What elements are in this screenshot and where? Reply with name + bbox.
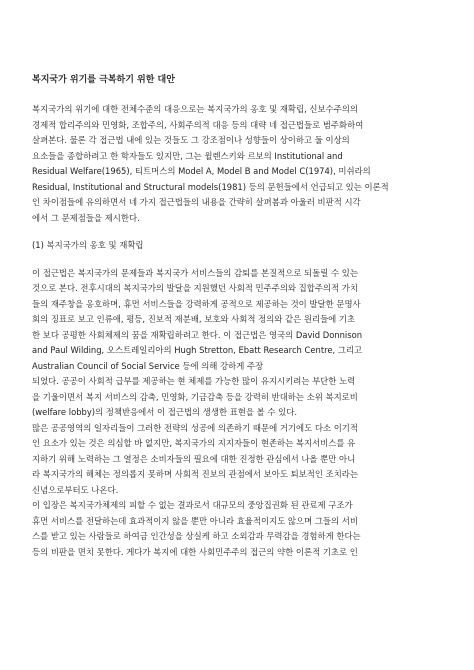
text-line: 한 보다 공평한 사회체제의 꿈을 재확립하려고 한다. 이 접근법은 영국의 David Donnison xyxy=(32,329,363,340)
spacer xyxy=(32,254,440,266)
text-line: 인 요소가 있는 것은 의심할 바 없지만, 복지국가의 지지자들이 현존하는 복지서비스를 유 xyxy=(32,438,356,448)
text-line: 살펴본다. 물론 각 접근법 내에 있는 것들도 그 강조점이나 성향들이 상이하고 둘 이상의 xyxy=(32,135,350,145)
text-line: (welfare lobby)의 정책반응에서 이 접근법의 생생한 표현을 볼 수 있다. xyxy=(32,407,298,417)
text-line: 것으로 본다. 전후시대의 복지국가의 발달을 지원했던 사회적 민주주의와 집합주의적 가치 xyxy=(32,283,358,293)
text-line: 을 기울이면서 복지 서비스의 감축, 민영화, 기금감축 등을 강력히 반대하는 소위 복지로비 xyxy=(32,391,358,402)
text-line: 많은 공공영역의 일자리들이 그러한 전략의 성공에 의존하기 때문에 거기에도 다소 이기적 xyxy=(32,422,358,433)
text-line: 휴먼 서비스를 전달하는데 효과적이지 않을 뿐만 아니라 효율적이지도 않으며 그들의 서비 xyxy=(32,515,358,526)
text-line: Residual Welfare(1965), 티트머스의 Model A, Model B and Model C(1974), 미쉬라의 xyxy=(32,166,371,176)
text-line: 신념으로부터도 나온다. xyxy=(32,484,119,495)
document-title: 복지국가 위기를 극복하기 위한 대안 xyxy=(32,75,175,85)
text-line: Residual, Institutional and Structural models(1981) 등의 문헌들에서 언급되고 있는 이론적 xyxy=(32,181,389,192)
text-line: 복지국가의 위기에 대한 전체수준의 대응으로는 복지국가의 옹호 및 재확립, 신보수주의의 xyxy=(32,104,358,114)
text-line: 지하기 위해 노력하는 그 열정은 소비자들의 필요에 대한 진정한 관심에서 나올 뿐만 아니 xyxy=(32,453,356,464)
text-line: 경제적 합리주의와 민영화, 조합주의, 사회주의적 대응 등의 대략 네 접근법들로 범주화하여 xyxy=(32,119,364,130)
text-line: 이 입장은 복지국가체제의 피할 수 없는 결과로서 대규모의 중앙집권화 된 관료제 구조가 xyxy=(32,500,353,510)
section1-body xyxy=(32,266,440,561)
text-line: 인 차이점들에 유의하면서 네 가지 접근법들의 내용을 간략히 살펴봄과 아울러 비판적 시각 xyxy=(32,197,361,207)
text-line: 스를 받고 있는 사람들로 하여금 인간성을 상실케 하고 소외감과 무력감을 경험하게 한다는 xyxy=(32,531,361,541)
text-line: 라 복지국가의 해체는 정의롭지 못하며 사회적 진보의 관점에서 보아도 퇴보적인 조치라는 xyxy=(32,469,358,479)
text-line: 요소들을 종합하려고 한 학자들도 있지만, 그는 윌렌스키와 르보의 Institutional and xyxy=(32,150,343,161)
text-line: 이 접근법은 복지국가의 문제들과 복지국가 서비스들의 감퇴를 본질적으로 되돌릴 수 있는 xyxy=(32,267,358,278)
intro-paragraph xyxy=(32,102,440,226)
text-line: 에서 그 문제점들을 제시한다. xyxy=(32,212,140,223)
section-heading: (1) 복지국가의 옹호 및 재확립 xyxy=(32,240,144,250)
text-line: Australian Council of Social Service 등에 의해 강하게 주장 xyxy=(32,360,264,371)
text-line: and Paul Wilding, 오스트레일리아의 Hugh Stretton, Ebatt Research Centre, 그리고 xyxy=(32,345,363,355)
spacer xyxy=(32,226,440,238)
text-line: 들의 재주창을 옹호하며, 휴먼 서비스들을 강력하게 공적으로 제공하는 것이 발달한 문명사 xyxy=(32,298,361,309)
text-line: 되었다. 공공이 사회적 급부를 제공하는 현 체제를 가능한 많이 유지시키려는 부단한 노력 xyxy=(32,376,356,386)
text-line: 등의 비판을 면치 못한다. 게다가 복지에 대한 사회민주주의 접근의 약한 이론적 기초로 인 xyxy=(32,546,358,557)
text-line: 회의 징표로 보고 인류애, 평등, 진보적 재분배, 보호와 사회적 정의와 같은 원리들에 기초 xyxy=(32,314,356,324)
